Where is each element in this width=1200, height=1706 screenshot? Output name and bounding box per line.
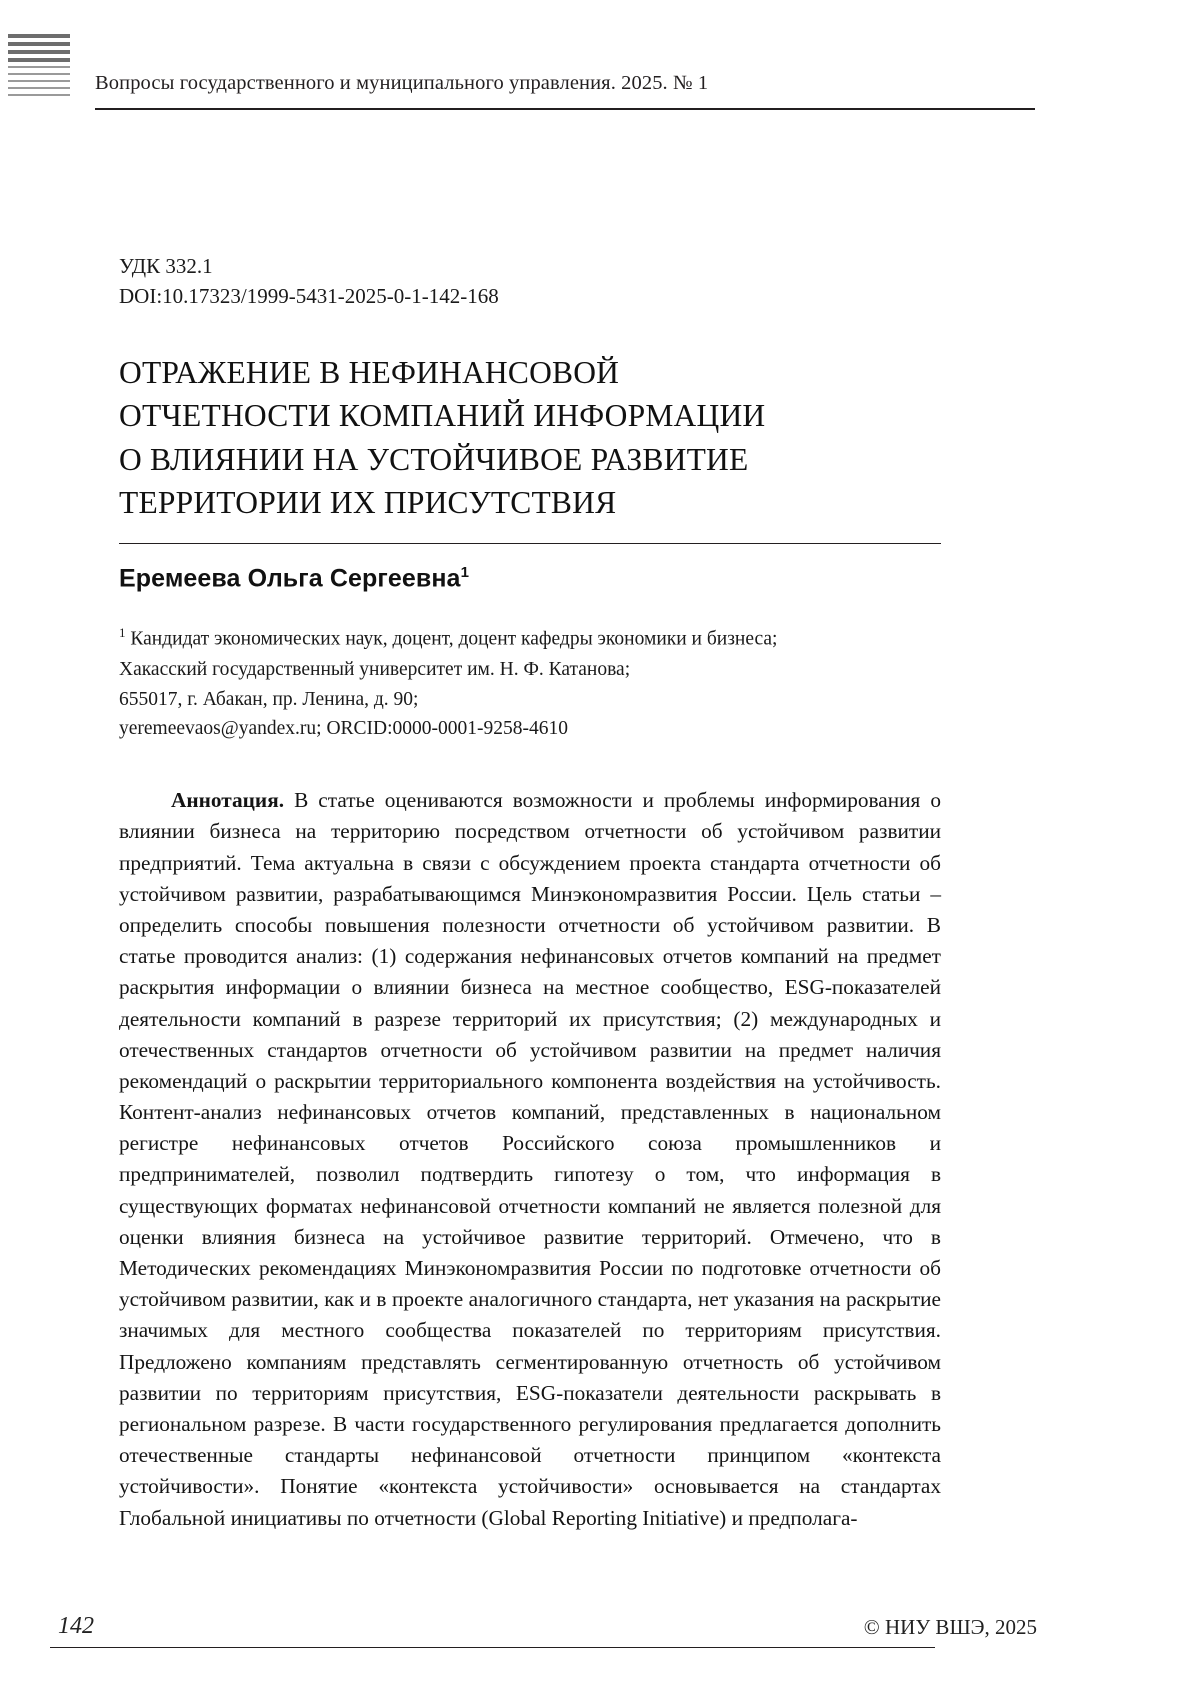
header-barcode-decoration (8, 34, 70, 106)
header-divider (95, 108, 1035, 110)
affiliation-line-3: 655017, г. Абакан, пр. Ленина, д. 90; (119, 688, 419, 710)
decor-bar (8, 80, 70, 82)
doi-code: DOI:10.17323/1999-5431-2025-0-1-142-168 (119, 283, 499, 308)
article-content (119, 252, 941, 1534)
affiliation-line-1 (119, 623, 941, 654)
decor-bar (8, 66, 70, 68)
copyright-notice: © НИУ ВШЭ, 2025 (863, 1615, 1037, 1639)
footer-divider (50, 1647, 935, 1648)
affiliation-text-1: Кандидат экономических наук, доцент, доцент кафедры экономики и бизнеса; (130, 628, 778, 650)
page-footer (0, 1613, 1200, 1706)
decor-bar (8, 42, 70, 46)
decor-bar (8, 94, 70, 96)
title-line-1: ОТРАЖЕНИЕ В НЕФИНАНСОВОЙ (119, 354, 620, 390)
decor-bar (8, 87, 70, 89)
page-title (119, 351, 941, 525)
decor-bar (8, 73, 70, 75)
author-affiliation (119, 623, 941, 744)
author-footnote-marker: 1 (460, 564, 470, 582)
title-line-4: ТЕРРИТОРИИ ИХ ПРИСУТСТВИЯ (119, 485, 617, 521)
page-number: 142 (58, 1613, 94, 1639)
abstract-paragraph (119, 785, 941, 1534)
affiliation-line-2: Хакасский государственный университет им. Н. Ф. Катанова; (119, 658, 631, 680)
abstract-text: В статье оцениваются возможности и проблемы информирования о влиянии бизнеса на территорию посредством отчетности об устойчивом развитии предприятий. Тема актуальна в связи с обсуждением проекта стандарта отчетности об устойчивом развитии, разрабатывающимся Минэкономразвития России. Цель статьи – определить способы повышения полезности отчетности об устойчивом развитии. В статье проводится анализ: (1) содержания нефинансовых отчетов компаний на предмет раскрытия информации о влиянии бизнеса на местное сообщество, ESG-показателей деятельности компаний в разрезе территорий их присутствия; (2) международных и отечественных стандартов отчетности об устойчивом развитии на предмет наличия рекомендаций о раскрытии территориального компонента воздействия на устойчивость. Контент-анализ нефинансовых отчетов компаний, представленных в национальном регистре нефинансовых отчетов Российского союза промышленников и предпринимателей, позволил подтвердить гипотезу о том, что информация в существующих форматах нефинансовой отчетности компаний не является полезной для оценки влияния бизнеса на устойчивое развитие территорий. Отмечено, что в Методических рекомендациях Минэкономразвития России по подготовке отчетности об устойчивом развитии, как и в проекте аналогичного стандарта, нет указания на раскрытие значимых для местного сообщества показателей по территориям присутствия. Предложено компаниям представлять сегментированную отчетность об устойчивом развитии по территориям присутствия, ESG-показатели деятельности раскрывать в региональном разрезе. В части государственного регулирования предлагается дополнить отечественные стандарты нефинансовой отчетности принципом «контекста устойчивости». Понятие «контекста устойчивости» основывается на стандартах Глобальной инициативы по отчетности (Global Reporting Initiative) и предполага- (119, 788, 941, 1530)
title-divider (119, 543, 941, 545)
decor-bar (8, 50, 70, 54)
page-header (0, 30, 1200, 120)
identifier-block (119, 252, 941, 312)
udc-code: УДК 332.1 (119, 254, 213, 278)
abstract-label: Аннотация. (171, 788, 285, 813)
decor-bar (8, 58, 70, 62)
author-name-text: Еремеева Ольга Сергеевна (119, 564, 461, 593)
title-line-3: О ВЛИЯНИИ НА УСТОЙЧИВОЕ РАЗВИТИЕ (119, 441, 749, 477)
decor-bar (8, 34, 70, 38)
affiliation-footnote-marker: 1 (119, 625, 126, 641)
affiliation-line-4: yeremeevaos@yandex.ru; ORCID:0000-0001-9258-4610 (119, 718, 569, 740)
title-line-2: ОТЧЕТНОСТИ КОМПАНИЙ ИНФОРМАЦИИ (119, 398, 766, 434)
author-name (119, 564, 941, 593)
journal-running-head: Вопросы государственного и муниципального управления. 2025. № 1 (95, 72, 709, 94)
